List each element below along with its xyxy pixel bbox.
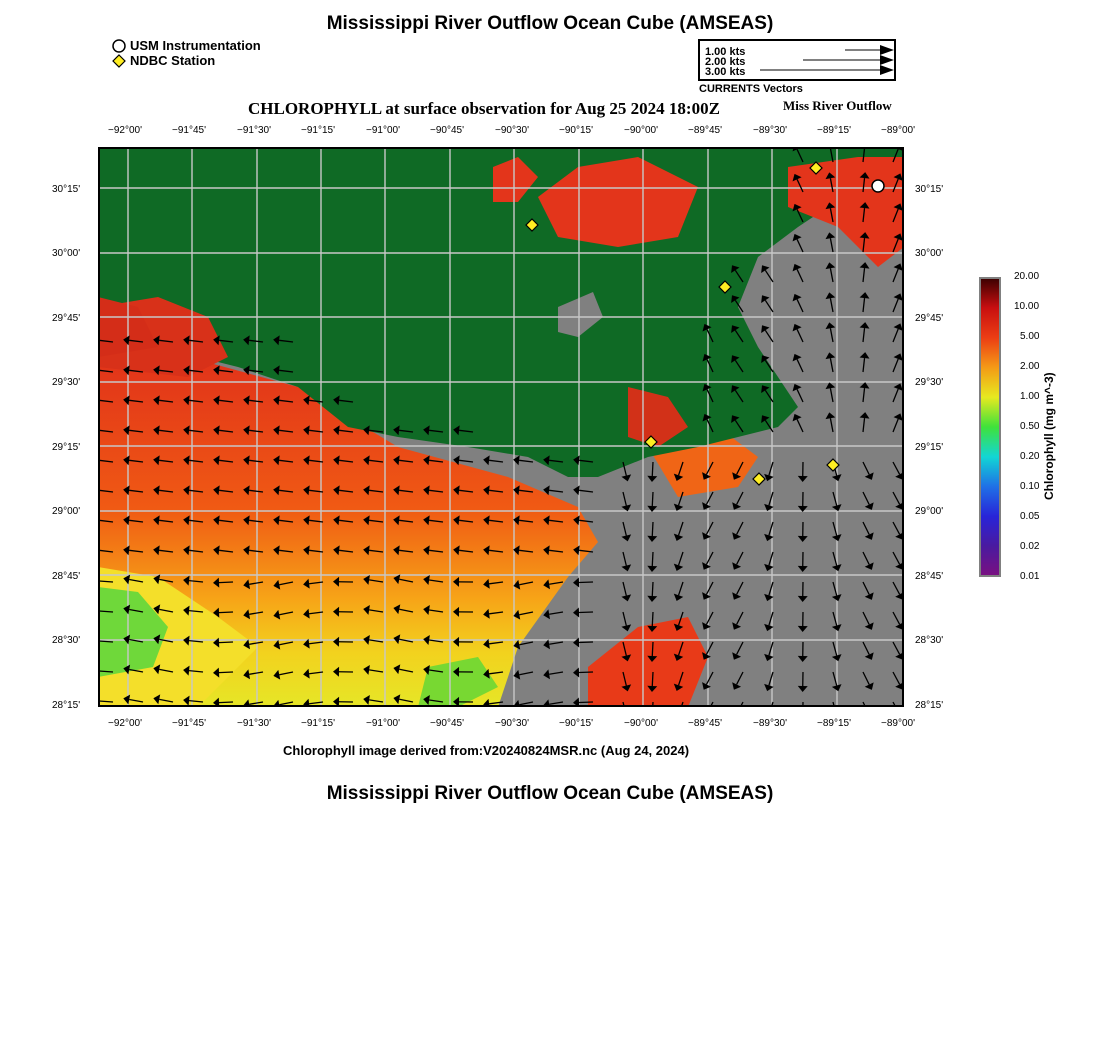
- colorbar-value: 0.20: [1020, 451, 1040, 462]
- current-vector-shaft: [579, 642, 593, 643]
- ndbc-marker-icon: [112, 54, 126, 68]
- lon-tick-bottom: −89°15': [817, 718, 851, 729]
- lon-tick-top: −91°00': [366, 125, 400, 136]
- lon-tick-top: −90°15': [559, 125, 593, 136]
- lat-tick-right: 28°45': [915, 571, 944, 582]
- lat-tick-right: 30°00': [915, 248, 944, 259]
- colorbar-value: 10.00: [1014, 301, 1040, 312]
- colorbar-value: 20.00: [1014, 271, 1040, 282]
- map-subtitle: CHLOROPHYLL at surface observation for Aug 25 2024 18:00Z: [248, 99, 720, 118]
- usm-marker-icon: [112, 39, 126, 53]
- current-vector-shaft: [652, 642, 653, 656]
- lon-tick-top: −90°00': [624, 125, 658, 136]
- colorbar-value: 5.00: [1020, 331, 1040, 342]
- current-vector-shaft: [652, 462, 653, 476]
- usm-instrument-marker[interactable]: [872, 180, 884, 192]
- colorbar-value: 0.50: [1020, 421, 1040, 432]
- legend-usm-label: USM Instrumentation: [130, 38, 261, 53]
- lon-tick-top: −89°45': [688, 125, 722, 136]
- page-title: Mississippi River Outflow Ocean Cube (AMSEAS): [326, 13, 774, 34]
- lat-tick-left: 28°45': [52, 571, 81, 582]
- lon-tick-bottom: −90°15': [559, 718, 593, 729]
- vector-row-2: 2.00 kts: [705, 56, 746, 68]
- lon-tick-bottom: −89°30': [753, 718, 787, 729]
- source-caption: Chlorophyll image derived from:V20240824MSR.nc (Aug 24, 2024): [283, 743, 690, 758]
- bottom-title: Mississippi River Outflow Ocean Cube (AMSEAS): [326, 783, 774, 804]
- lat-tick-left: 29°30': [52, 377, 81, 388]
- lon-tick-top: −91°45': [172, 125, 206, 136]
- lon-tick-bottom: −89°00': [881, 718, 915, 729]
- lon-tick-bottom: −91°30': [237, 718, 271, 729]
- station-legend: [112, 38, 261, 68]
- colorbar-value: 0.10: [1020, 481, 1040, 492]
- current-vector-shaft: [219, 582, 233, 583]
- vector-scale-arrows: [700, 41, 894, 79]
- vector-row-3: 3.00 kts: [705, 66, 746, 78]
- lon-tick-bottom: −90°30': [495, 718, 529, 729]
- current-vector-shaft: [219, 672, 233, 673]
- vector-scale-box: [698, 39, 896, 81]
- legend-ndbc-label: NDBC Station: [130, 53, 216, 68]
- region-label: Miss River Outflow: [783, 98, 892, 113]
- lat-tick-left: 29°45': [52, 313, 81, 324]
- legend-usm: [112, 38, 261, 53]
- lat-tick-left: 28°30': [52, 635, 81, 646]
- current-vector-shaft: [579, 612, 593, 613]
- current-vector-shaft: [579, 672, 593, 673]
- current-vector-shaft: [219, 642, 233, 643]
- lon-tick-top: −90°45': [430, 125, 464, 136]
- lon-tick-bottom: −90°45': [430, 718, 464, 729]
- lat-tick-left: 28°15': [52, 700, 81, 711]
- colorbar-value: 0.02: [1020, 541, 1040, 552]
- lon-tick-bottom: −91°00': [366, 718, 400, 729]
- current-vector-shaft: [219, 612, 233, 613]
- lon-tick-top: −91°15': [301, 125, 335, 136]
- lon-tick-bottom: −91°15': [301, 718, 335, 729]
- lon-tick-top: −89°15': [817, 125, 851, 136]
- vector-row-1: 1.00 kts: [705, 46, 746, 58]
- lon-tick-top: −89°30': [753, 125, 787, 136]
- vector-scale-label: CURRENTS Vectors: [699, 83, 803, 95]
- lat-tick-left: 30°15': [52, 184, 81, 195]
- lat-tick-right: 29°00': [915, 506, 944, 517]
- lat-tick-right: 28°30': [915, 635, 944, 646]
- lat-tick-right: 28°15': [915, 700, 944, 711]
- current-vector-shaft: [652, 492, 653, 506]
- lat-tick-left: 30°00': [52, 248, 81, 259]
- current-vector-shaft: [652, 552, 653, 566]
- current-vector-shaft: [652, 522, 653, 536]
- colorbar-value: 2.00: [1020, 361, 1040, 372]
- lon-tick-bottom: −89°45': [688, 718, 722, 729]
- lat-tick-right: 29°45': [915, 313, 944, 324]
- colorbar-value: 1.00: [1020, 391, 1040, 402]
- colorbar-label: Chlorophyll (mg m^-3): [1042, 372, 1056, 500]
- legend-ndbc: [112, 53, 261, 68]
- current-vector-shaft: [579, 702, 593, 703]
- lat-tick-right: 29°15': [915, 442, 944, 453]
- lat-tick-right: 30°15': [915, 184, 944, 195]
- lon-tick-top: −89°00': [881, 125, 915, 136]
- lat-tick-right: 29°30': [915, 377, 944, 388]
- lon-tick-bottom: −91°45': [172, 718, 206, 729]
- colorbar-value: 0.05: [1020, 511, 1040, 522]
- colorbar-value: 0.01: [1020, 571, 1040, 582]
- lon-tick-top: −90°30': [495, 125, 529, 136]
- current-vector-shaft: [579, 582, 593, 583]
- lat-tick-left: 29°15': [52, 442, 81, 453]
- lon-tick-top: −92°00': [108, 125, 142, 136]
- current-vector-shaft: [219, 702, 233, 703]
- chlorophyll-map[interactable]: [98, 147, 904, 707]
- lon-tick-bottom: −92°00': [108, 718, 142, 729]
- current-vector-shaft: [652, 672, 653, 686]
- lat-tick-left: 29°00': [52, 506, 81, 517]
- colorbar: [978, 276, 1004, 579]
- current-vector-shaft: [652, 582, 653, 596]
- current-vector-shaft: [652, 612, 653, 626]
- lon-tick-bottom: −90°00': [624, 718, 658, 729]
- lon-tick-top: −91°30': [237, 125, 271, 136]
